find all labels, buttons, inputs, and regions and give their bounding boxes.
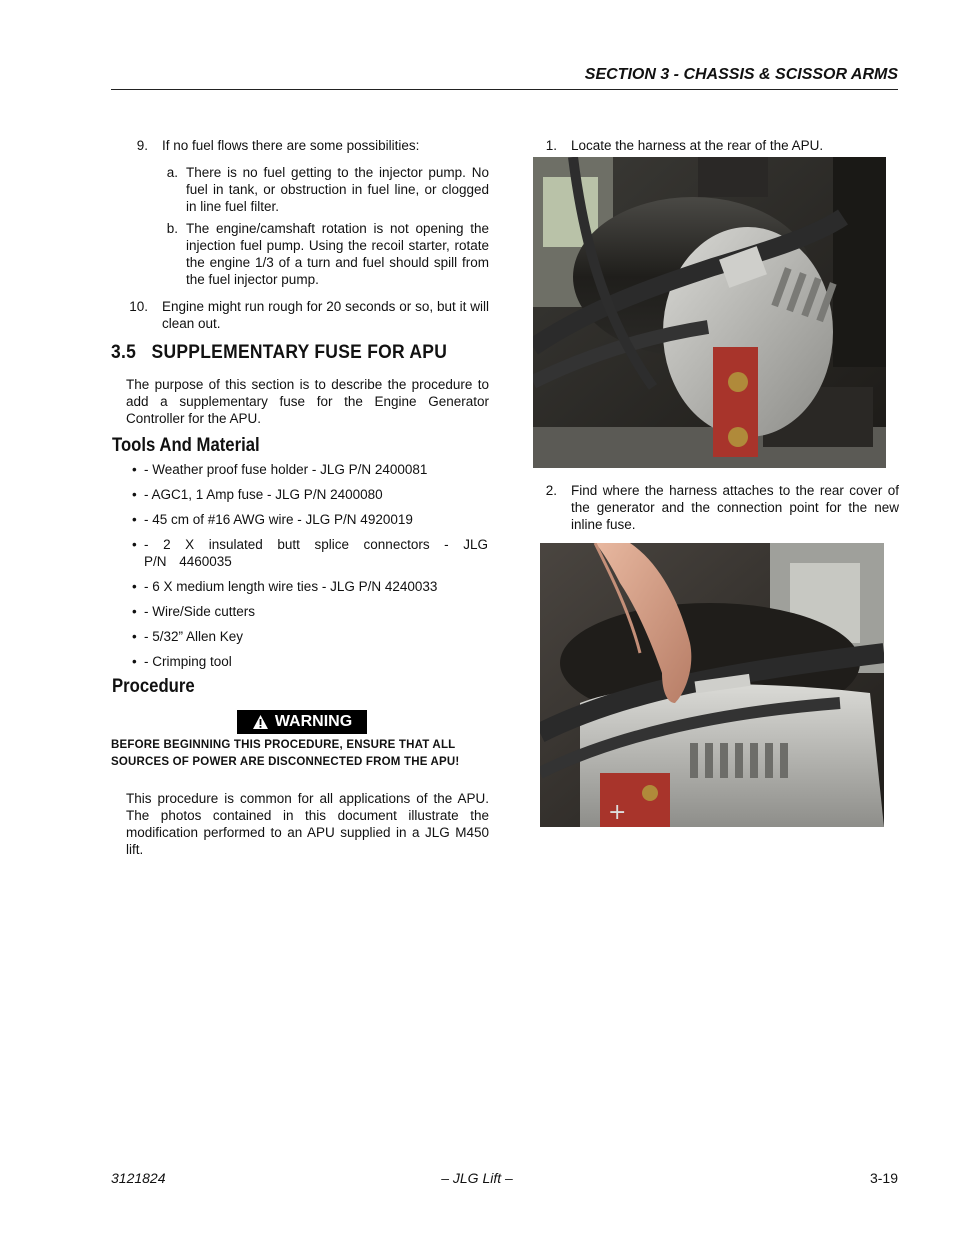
sub-b-text: The engine/camshaft rotation is not opening the injection fuel pump. Using the recoil starter, rotate the engine 1/3 of a turn and fuel should spill from the fuel injector pump. <box>186 221 489 287</box>
bullet-dot: • <box>132 462 137 477</box>
footer-doc-number: 3121824 <box>111 1170 166 1186</box>
tools-heading: Tools And Material <box>112 435 260 456</box>
step-9-text: If no fuel flows there are some possibilities: <box>162 138 420 153</box>
tool-item-text: - 6 X medium length wire ties - JLG P/N 4240033 <box>144 579 438 594</box>
tool-item-text: - Crimping tool <box>144 654 232 669</box>
warning-triangle-icon <box>252 714 269 730</box>
section-header-title: SECTION 3 - CHASSIS & SCISSOR ARMS <box>584 66 898 83</box>
warning-text: BEFORE BEGINNING THIS PROCEDURE, ENSURE THAT ALL SOURCES OF POWER ARE DISCONNECTED FROM THE APU! <box>111 739 460 768</box>
tool-item-text: - AGC1, 1 Amp fuse - JLG P/N 2400080 <box>144 487 383 502</box>
step-1-text: Locate the harness at the rear of the APU. <box>571 138 824 153</box>
tool-item-text: - Wire/Side cutters <box>144 604 256 619</box>
apu-harness-photo <box>533 157 886 468</box>
tool-item-text: - 45 cm of #16 AWG wire - JLG P/N 4920019 <box>144 512 413 527</box>
bullet-dot: • <box>132 629 137 644</box>
step-2-text: Find where the harness attaches to the rear cover of the generator and the connection point for the new inline fuse. <box>571 483 899 532</box>
bullet-dot: • <box>132 604 137 619</box>
rear-cover-connection-photo <box>540 543 884 827</box>
tool-item-text: - 2 X insulated butt splice connectors - JLG P/N 4460035 <box>144 537 488 569</box>
bullet-dot: • <box>132 579 137 594</box>
apu-harness-illustration <box>533 157 886 468</box>
procedure-heading: Procedure <box>112 676 195 697</box>
rear-cover-illustration <box>540 543 884 827</box>
svg-text:+: + <box>608 800 627 825</box>
step-10-text: Engine might run rough for 20 seconds or so, but it will clean out. <box>162 299 489 331</box>
purpose-paragraph: The purpose of this section is to describe the procedure to add a supplementary fuse for the Engine Generator Controller for the APU. <box>126 377 489 426</box>
common-paragraph: This procedure is common for all applications of the APU. The photos contained in this document illustrate the modification performed to an APU supplied in a JLG M450 lift. <box>126 791 489 857</box>
tool-item-text: - 5/32” Allen Key <box>144 629 244 644</box>
footer-page-number: 3-19 <box>869 1170 898 1186</box>
footer-center: – JLG Lift – <box>441 1170 513 1186</box>
bullet-dot: • <box>132 512 137 527</box>
bullet-dot: • <box>132 537 137 552</box>
header-rule <box>111 89 898 90</box>
step-1-number: 1. <box>545 138 557 153</box>
section-heading: 3.5 SUPPLEMENTARY FUSE FOR APU <box>111 342 448 363</box>
tool-item-text: - Weather proof fuse holder - JLG P/N 2400081 <box>144 462 428 477</box>
step-10-number: 10. <box>129 299 148 314</box>
warning-label: WARNING <box>274 713 353 730</box>
warning-label-box <box>237 710 367 734</box>
step-9-number: 9. <box>136 138 148 153</box>
sub-b-number: b. <box>166 221 178 236</box>
sub-a-number: a. <box>166 165 178 180</box>
step-2-number: 2. <box>545 483 557 498</box>
sub-a-text: There is no fuel getting to the injector pump. No fuel in tank, or obstruction in fuel line, or clogged in line fuel filter. <box>186 165 489 214</box>
bullet-dot: • <box>132 487 137 502</box>
bullet-dot: • <box>132 654 137 669</box>
